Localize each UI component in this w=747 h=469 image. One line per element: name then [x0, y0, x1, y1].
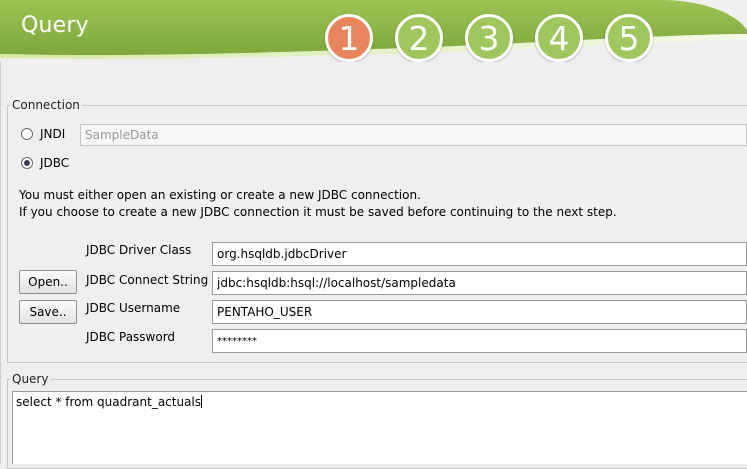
- username-label: JDBC Username: [86, 301, 181, 315]
- text-caret: [201, 395, 202, 408]
- jndi-radio[interactable]: [21, 128, 33, 140]
- jndi-radio-row[interactable]: [21, 127, 65, 141]
- jdbc-message-line1: You must either open an existing or create a new JDBC connection.: [19, 188, 421, 202]
- panel-edge: [0, 62, 1, 464]
- password-input[interactable]: [212, 329, 747, 353]
- query-editor[interactable]: [12, 391, 747, 464]
- open-connection-button[interactable]: Open..: [19, 270, 77, 294]
- jndi-name-input[interactable]: [80, 124, 747, 146]
- step-5: 5: [605, 14, 653, 62]
- driver-class-label: JDBC Driver Class: [86, 243, 192, 257]
- driver-class-input[interactable]: [212, 242, 747, 266]
- jdbc-radio-row[interactable]: [21, 156, 69, 170]
- connection-group-label: Connection: [12, 98, 80, 112]
- jdbc-label: JDBC: [40, 156, 70, 170]
- save-connection-button[interactable]: Save..: [19, 300, 77, 324]
- step-1: 1: [325, 14, 373, 62]
- password-label: JDBC Password: [86, 330, 176, 344]
- query-group-label: Query: [12, 372, 49, 386]
- page-title: Query: [21, 13, 89, 38]
- query-text: select * from quadrant_actuals: [16, 395, 202, 409]
- wizard-header: [0, 0, 747, 62]
- step-2: 2: [395, 14, 443, 62]
- step-3: 3: [465, 14, 513, 62]
- jdbc-radio[interactable]: [21, 157, 33, 169]
- connect-string-input[interactable]: [212, 271, 747, 295]
- jndi-label: JNDI: [40, 127, 66, 141]
- connect-string-label: JDBC Connect String: [86, 273, 209, 287]
- step-4: 4: [535, 14, 583, 62]
- jdbc-message-line2: If you choose to create a new JDBC connection it must be saved before continuing to the next step.: [19, 205, 617, 219]
- username-input[interactable]: [212, 300, 747, 324]
